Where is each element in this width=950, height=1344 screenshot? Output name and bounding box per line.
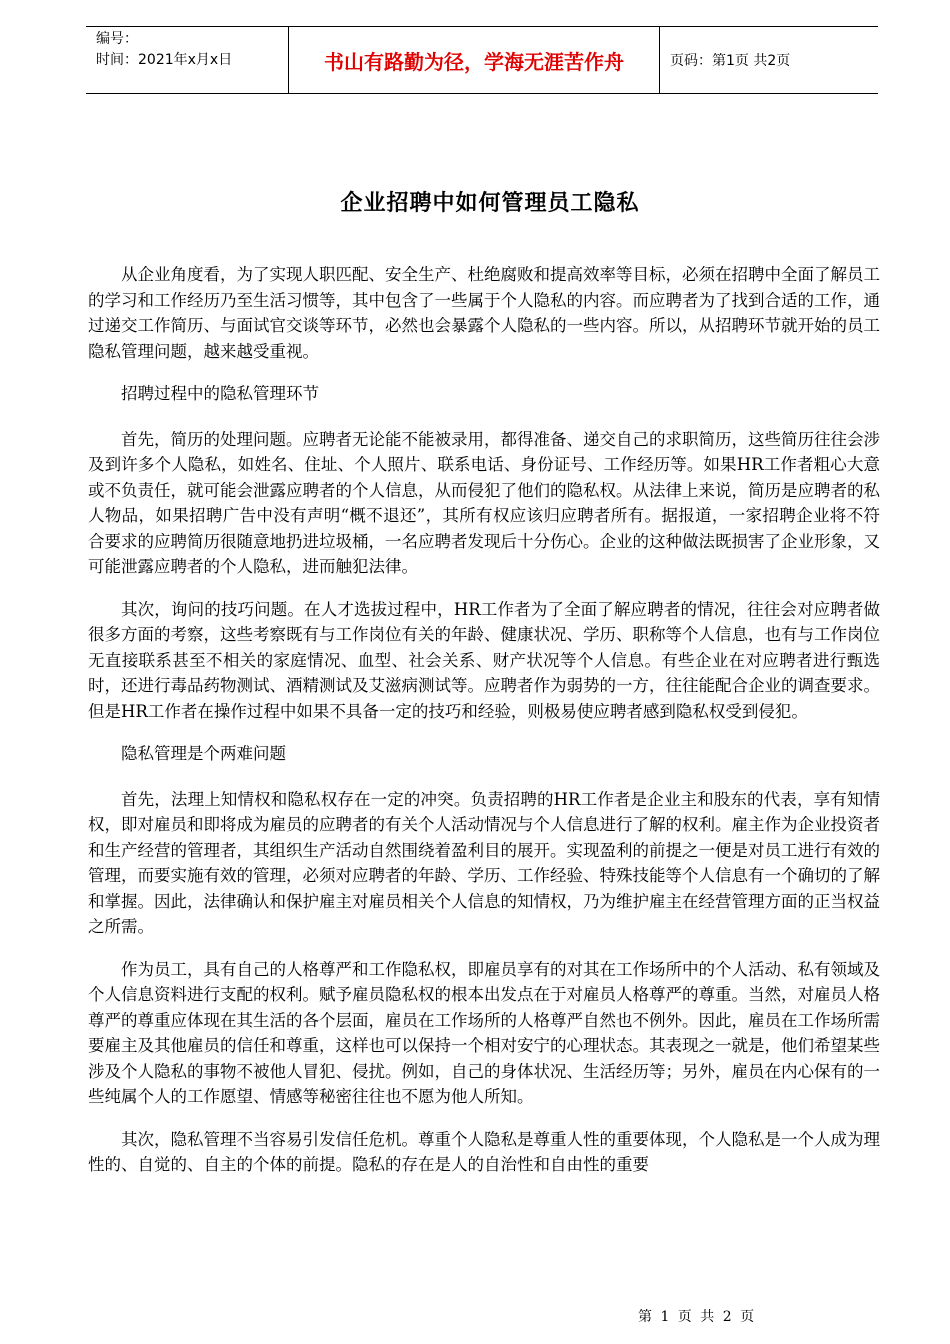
header-meta	[86, 27, 288, 93]
paragraph: 其次，询问的技巧问题。在人才选拔过程中，HR工作者为了全面了解应聘者的情况，往往会对应聘者做很多方面的考察，这些考察既有与工作岗位有关的年龄、健康状况、学历、职称等个人信息，也有与工作岗位无直接联系甚至不相关的家庭情况、血型、社会关系、财产状况等个人信息。有些企业在对应聘者进行甄选时，还进行毒品药物测试、酒精测试及艾滋病测试等。应聘者作为弱势的一方，往往能配合企业的调查要求。但是HR工作者在操作过程中如果不具备一定的技巧和经验，则极易使应聘者感到隐私权受到侵犯。	[88, 599, 880, 721]
header-table	[86, 26, 878, 94]
paragraph: 首先，法理上知情权和隐私权存在一定的冲突。负责招聘的HR工作者是企业主和股东的代表，享有知情权，即对雇员和即将成为雇员的应聘者的有关个人活动情况与个人信息进行了解的权利。雇主作为企业投资者和生产经营的管理者，其组织生产活动自然围绕着盈利目的展开。实现盈利的前提之一便是对员工进行有效的管理，而要实施有效的管理，必须对应聘者的年龄、学历、工作经验、特殊技能等个人信息有一个确切的了解和掌握。因此，法律确认和保护雇主对雇员相关个人信息的知情权，乃为维护雇主在经营管理方面的正当权益之所需。	[88, 789, 880, 936]
time-label: 时间：2021年x月x日	[96, 52, 233, 68]
header-motto: 书山有路勤为径，学海无涯苦作舟	[288, 27, 660, 93]
paragraph: 首先，简历的处理问题。应聘者无论能不能被录用，都得准备、递交自己的求职简历，这些简历往往会涉及到许多个人隐私，如姓名、住址、个人照片、联系电话、身份证号、工作经历等。如果HR工作者粗心大意或不负责任，就可能会泄露应聘者的个人信息，从而侵犯了他们的隐私权。从法律上来说，简历是应聘者的私人物品，如果招聘广告中没有声明“概不退还”，其所有权应该归应聘者所有。据报道，一家招聘企业将不符合要求的应聘简历很随意地扔进垃圾桶，一名应聘者发现后十分伤心。企业的这种做法既损害了企业形象，又可能泄露应聘者的个人隐私，进而触犯法律。	[88, 429, 880, 576]
paragraph: 其次，隐私管理不当容易引发信任危机。尊重个人隐私是尊重人性的重要体现，个人隐私是一个人成为理性的、自觉的、自主的个体的前提。隐私的存在是人的自治性和自由性的重要	[88, 1129, 880, 1174]
number-label: 编号：	[96, 31, 138, 47]
document-body	[88, 262, 880, 1195]
paragraph: 从企业角度看，为了实现人职匹配、安全生产、杜绝腐败和提高效率等目标，必须在招聘中全面了解员工的学习和工作经历乃至生活习惯等，其中包含了一些属于个人隐私的内容。而应聘者为了找到合适的工作，通过递交工作简历、与面试官交谈等环节，必然也会暴露个人隐私的一些内容。所以，从招聘环节就开始的员工隐私管理问题，越来越受重视。	[88, 265, 880, 361]
section-heading: 隐私管理是个两难问题	[121, 744, 286, 763]
paragraph: 作为员工，具有自己的人格尊严和工作隐私权，即雇员享有的对其在工作场所中的个人活动、私有领域及个人信息资料进行支配的权利。赋予雇员隐私权的根本出发点在于对雇员人格尊严的尊重。当然，对雇员人格尊严的尊重应体现在其生活的各个层面，雇员在工作场所的人格尊严自然也不例外。因此，雇员在工作场所需要雇主及其他雇员的信任和尊重，这样也可以保持一个相对安宁的心理状态。其表现之一就是，他们希望某些涉及个人隐私的事物不被他人冒犯、侵扰。例如，自己的身体状况、生活经历等；另外，雇员在内心保有的一些纯属个人的工作愿望、情感等秘密往往也不愿为他人所知。	[88, 959, 880, 1106]
header-page-label: 页码：第1页 共2页	[670, 53, 791, 69]
document-title: 企业招聘中如何管理员工隐私	[340, 190, 640, 216]
section-heading: 招聘过程中的隐私管理环节	[121, 384, 319, 403]
page-footer: 第 1 页 共 2 页	[638, 1309, 757, 1325]
